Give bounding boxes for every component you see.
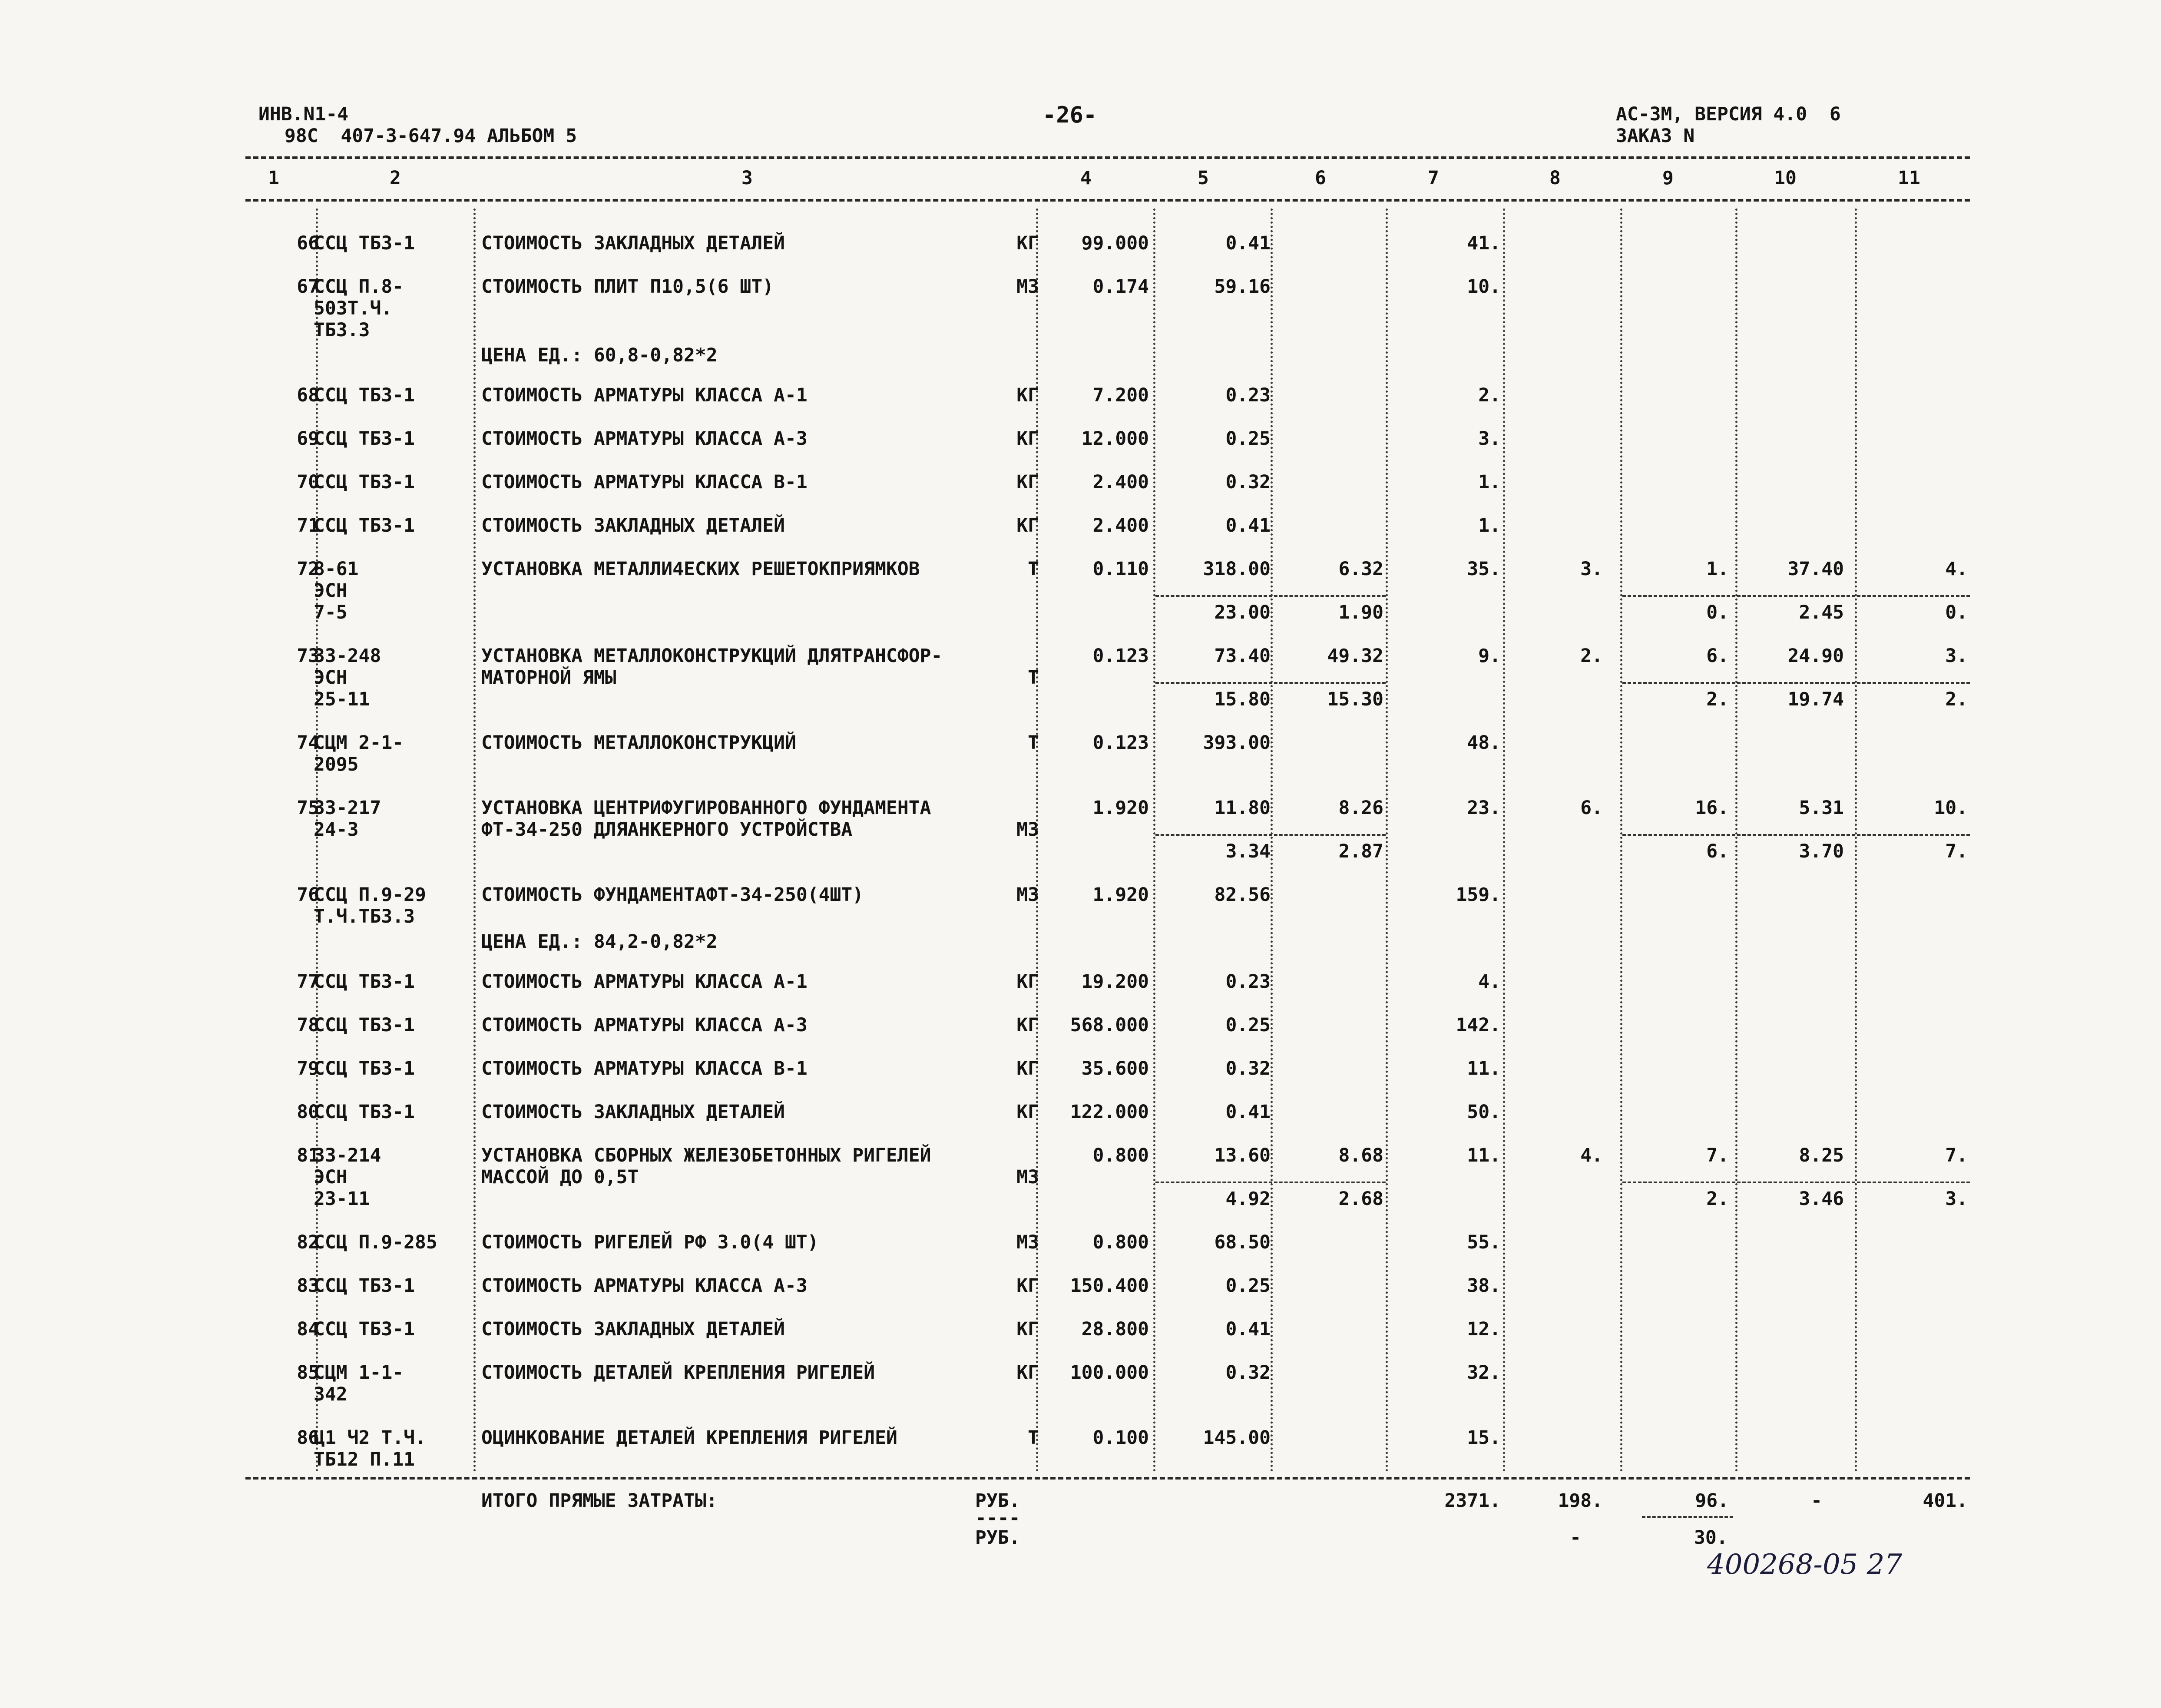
cell-sub-v5: 15.80 — [1214, 688, 1271, 710]
cell-v7: 10. — [1467, 276, 1501, 298]
cell-v4: 122.000 — [1070, 1101, 1149, 1123]
row-number: 75 — [297, 797, 319, 819]
cell-v4: 0.174 — [1092, 276, 1149, 298]
cell-v7: 4. — [1478, 971, 1501, 993]
row-description: СТОИМОСТЬ МЕТАЛЛОКОНСТРУКЦИЙ — [481, 732, 796, 754]
column-number: 7 — [1428, 167, 1439, 189]
row-code: 342 — [314, 1384, 347, 1405]
row-description: СТОИМОСТЬ АРМАТУРЫ КЛАССА А-1 — [481, 971, 807, 993]
cell-v5: 145.00 — [1203, 1427, 1271, 1449]
column-number: 10 — [1774, 167, 1797, 189]
cell-v11: 4. — [1945, 558, 1968, 580]
row-number: 86 — [297, 1427, 319, 1449]
row-number: 68 — [297, 384, 319, 406]
row-description: СТОИМОСТЬ РИГЕЛЕЙ РФ 3.0(4 ШТ) — [481, 1231, 819, 1253]
row-code: 23-11 — [314, 1188, 370, 1210]
sub-rule — [1155, 1182, 1386, 1183]
cell-v7: 3. — [1478, 428, 1501, 450]
column-number: 5 — [1198, 167, 1209, 189]
row-code: ССЦ ТБ3-1 — [314, 1101, 415, 1123]
row-code: ССЦ ТБ3-1 — [314, 1275, 415, 1297]
cell-v5: 0.23 — [1225, 384, 1271, 406]
cell-v7: 2. — [1478, 384, 1501, 406]
sub-rule — [1622, 1182, 1970, 1183]
row-code: СЦМ 1-1- — [314, 1362, 404, 1384]
cell-v8: 4. — [1580, 1145, 1603, 1166]
cell-v10: 37.40 — [1787, 558, 1844, 580]
row-code: 25-11 — [314, 688, 370, 710]
cell-v4: 28.800 — [1081, 1318, 1149, 1340]
cell-sub-v6: 15.30 — [1327, 688, 1383, 710]
row-code: 33-217 — [314, 797, 381, 819]
row-number: 71 — [297, 515, 319, 536]
row-code: ТБ3.3 — [314, 319, 370, 341]
row-number: 78 — [297, 1014, 319, 1036]
cell-v9: 6. — [1706, 645, 1729, 667]
row-price-note: ЦЕНА ЕД.: 84,2-0,82*2 — [481, 931, 718, 953]
cell-sub-v5: 23.00 — [1214, 602, 1271, 623]
row-description: УСТАНОВКА МЕТАЛЛИ4ЕСКИХ РЕШЕТОКПРИЯМКОВ — [481, 558, 920, 580]
row-code: 33-214 — [314, 1145, 381, 1166]
cell-v5: 0.25 — [1225, 1275, 1271, 1297]
cell-sub-v10: 19.74 — [1787, 688, 1844, 710]
row-unit: КГ — [1016, 1362, 1039, 1384]
sub-rule — [1622, 834, 1970, 836]
row-code: ЭСН — [314, 667, 347, 688]
row-code: 503Т.Ч. — [314, 298, 393, 319]
column-number: 4 — [1080, 167, 1092, 189]
row-unit: КГ — [1016, 1058, 1039, 1079]
cell-v11: 3. — [1945, 645, 1968, 667]
cell-v4: 12.000 — [1081, 428, 1149, 450]
page-number: -26- — [1042, 102, 1097, 128]
cell-v6: 8.68 — [1338, 1145, 1383, 1166]
row-unit: КГ — [1016, 471, 1039, 493]
row-code: 7-5 — [314, 602, 347, 623]
cell-v9: 7. — [1706, 1145, 1729, 1166]
handwritten-signature: 400268-05 27 — [1707, 1549, 1903, 1581]
row-number: 85 — [297, 1362, 319, 1384]
row-number: 76 — [297, 884, 319, 906]
cell-v7: 142. — [1456, 1014, 1501, 1036]
cell-v10: 5.31 — [1799, 797, 1844, 819]
cell-v7: 55. — [1467, 1231, 1501, 1253]
row-unit: М3 — [1016, 276, 1039, 298]
row-description: УСТАНОВКА СБОРНЫХ ЖЕЛЕЗОБЕТОННЫХ РИГЕЛЕЙ — [481, 1145, 931, 1166]
row-unit: КГ — [1016, 1275, 1039, 1297]
sub-rule — [1622, 682, 1970, 684]
cell-v11: 7. — [1945, 1145, 1968, 1166]
row-code: 33-248 — [314, 645, 381, 667]
cell-v6: 49.32 — [1327, 645, 1383, 667]
cell-v5: 0.41 — [1225, 232, 1271, 254]
row-description: СТОИМОСТЬ ЗАКЛАДНЫХ ДЕТАЛЕЙ — [481, 1318, 785, 1340]
row-description: МАТОРНОЙ ЯМЫ — [481, 667, 616, 688]
cell-v5: 0.25 — [1225, 1014, 1271, 1036]
cell-v5: 82.56 — [1214, 884, 1271, 906]
cell-v8: 3. — [1580, 558, 1603, 580]
row-unit: КГ — [1016, 384, 1039, 406]
cell-v4: 0.123 — [1092, 645, 1149, 667]
column-divider — [1503, 209, 1505, 1473]
cell-v7: 38. — [1467, 1275, 1501, 1297]
cell-v5: 13.60 — [1214, 1145, 1271, 1166]
row-description: СТОИМОСТЬ ЗАКЛАДНЫХ ДЕТАЛЕЙ — [481, 232, 785, 254]
header-top-rule — [245, 156, 1970, 159]
cell-v7: 15. — [1467, 1427, 1501, 1449]
row-code: ССЦ ТБ3-1 — [314, 1014, 415, 1036]
cell-v7: 23. — [1467, 797, 1501, 819]
cell-v6: 8.26 — [1338, 797, 1383, 819]
row-number: 82 — [297, 1231, 319, 1253]
total-sub-rule — [1642, 1516, 1733, 1518]
total-col11: 401. — [1923, 1490, 1968, 1512]
cell-v4: 0.110 — [1092, 558, 1149, 580]
header-bottom-rule — [245, 199, 1970, 202]
cell-sub-v10: 3.46 — [1799, 1188, 1844, 1210]
cell-sub-v9: 6. — [1706, 841, 1729, 862]
sub-rule — [1622, 595, 1970, 597]
column-divider — [1153, 209, 1155, 1473]
cell-v5: 0.32 — [1225, 1058, 1271, 1079]
row-number: 72 — [297, 558, 319, 580]
cell-v4: 35.600 — [1081, 1058, 1149, 1079]
row-unit: КГ — [1016, 515, 1039, 536]
row-description: ОЦИНКОВАНИЕ ДЕТАЛЕЙ КРЕПЛЕНИЯ РИГЕЛЕЙ — [481, 1427, 897, 1449]
row-number: 73 — [297, 645, 319, 667]
row-unit: КГ — [1016, 428, 1039, 450]
cell-sub-v5: 3.34 — [1225, 841, 1271, 862]
row-code: ССЦ П.8- — [314, 276, 404, 298]
row-description: УСТАНОВКА ЦЕНТРИФУГИРОВАННОГО ФУНДАМЕНТА — [481, 797, 931, 819]
row-description: СТОИМОСТЬ ЗАКЛАДНЫХ ДЕТАЛЕЙ — [481, 515, 785, 536]
column-number: 1 — [268, 167, 279, 189]
row-code: ССЦ ТБ3-1 — [314, 1318, 415, 1340]
cell-v9: 1. — [1706, 558, 1729, 580]
cell-v4: 0.800 — [1092, 1145, 1149, 1166]
row-number: 81 — [297, 1145, 319, 1166]
row-unit: М3 — [1016, 1166, 1039, 1188]
cell-v5: 393.00 — [1203, 732, 1271, 754]
row-code: ССЦ ТБ3-1 — [314, 515, 415, 536]
row-unit: М3 — [1016, 884, 1039, 906]
row-description: СТОИМОСТЬ АРМАТУРЫ КЛАССА В-1 — [481, 1058, 807, 1079]
column-number: 8 — [1549, 167, 1561, 189]
row-price-note: ЦЕНА ЕД.: 60,8-0,82*2 — [481, 344, 718, 366]
cell-v4: 150.400 — [1070, 1275, 1149, 1297]
row-description: СТОИМОСТЬ АРМАТУРЫ КЛАССА А-3 — [481, 1275, 807, 1297]
row-unit: КГ — [1016, 1318, 1039, 1340]
cell-v7: 1. — [1478, 471, 1501, 493]
cell-sub-v11: 7. — [1945, 841, 1968, 862]
row-description: СТОИМОСТЬ ФУНДАМЕНТАФТ-34-250(4ШТ) — [481, 884, 864, 906]
row-code: Т.Ч.ТБ3.3 — [314, 906, 415, 927]
cell-sub-v10: 2.45 — [1799, 602, 1844, 623]
cell-sub-v11: 3. — [1945, 1188, 1968, 1210]
total-col7: 2371. — [1444, 1490, 1501, 1512]
row-number: 77 — [297, 971, 319, 993]
row-unit: КГ — [1016, 232, 1039, 254]
row-unit: КГ — [1016, 971, 1039, 993]
cell-v5: 0.41 — [1225, 1318, 1271, 1340]
row-code: ЭСН — [314, 1166, 347, 1188]
row-code: ЭСН — [314, 580, 347, 602]
cell-v7: 159. — [1456, 884, 1501, 906]
row-description: СТОИМОСТЬ АРМАТУРЫ КЛАССА А-3 — [481, 428, 807, 450]
cell-v4: 1.920 — [1092, 884, 1149, 906]
cell-v7: 11. — [1467, 1058, 1501, 1079]
totals-unit-2: РУБ. — [975, 1527, 1020, 1549]
row-unit: КГ — [1016, 1101, 1039, 1123]
row-description: УСТАНОВКА МЕТАЛЛОКОНСТРУКЦИЙ ДЛЯТРАНСФОР- — [481, 645, 943, 667]
cell-v7: 48. — [1467, 732, 1501, 754]
cell-v5: 73.40 — [1214, 645, 1271, 667]
row-code: 8-61 — [314, 558, 359, 580]
row-code: ССЦ П.9-285 — [314, 1231, 437, 1253]
cell-v4: 2.400 — [1092, 471, 1149, 493]
row-code: ССЦ ТБ3-1 — [314, 232, 415, 254]
cell-sub-v9: 2. — [1706, 688, 1729, 710]
total-col10: - — [1811, 1490, 1822, 1512]
row-unit: М3 — [1016, 1231, 1039, 1253]
row-description: СТОИМОСТЬ АРМАТУРЫ КЛАССА А-1 — [481, 384, 807, 406]
cell-v7: 11. — [1467, 1145, 1501, 1166]
cell-v4: 19.200 — [1081, 971, 1149, 993]
row-description: СТОИМОСТЬ ПЛИТ П10,5(6 ШТ) — [481, 276, 774, 298]
cell-sub-v11: 0. — [1945, 602, 1968, 623]
row-number: 80 — [297, 1101, 319, 1123]
cell-v8: 6. — [1580, 797, 1603, 819]
row-unit: Т — [1028, 558, 1039, 580]
row-code: 24-3 — [314, 819, 359, 841]
cell-v4: 0.100 — [1092, 1427, 1149, 1449]
cell-v4: 99.000 — [1081, 232, 1149, 254]
column-number: 6 — [1315, 167, 1326, 189]
row-number: 70 — [297, 471, 319, 493]
row-code: СЦМ 2-1- — [314, 732, 404, 754]
row-code: ССЦ ТБ3-1 — [314, 428, 415, 450]
row-number: 83 — [297, 1275, 319, 1297]
cell-v5: 0.32 — [1225, 471, 1271, 493]
total-col8-sub: - — [1570, 1527, 1581, 1549]
cell-v7: 1. — [1478, 515, 1501, 536]
row-unit: Т — [1028, 732, 1039, 754]
row-code: ССЦ ТБ3-1 — [314, 971, 415, 993]
row-code: ТБ12 П.11 — [314, 1449, 415, 1470]
cell-v5: 0.32 — [1225, 1362, 1271, 1384]
totals-dash: ---- — [975, 1507, 1020, 1529]
cell-v8: 2. — [1580, 645, 1603, 667]
inventory-number: ИНВ.N1-4 — [258, 103, 349, 125]
cell-v7: 41. — [1467, 232, 1501, 254]
cell-sub-v9: 0. — [1706, 602, 1729, 623]
row-code: ССЦ ТБ3-1 — [314, 1058, 415, 1079]
row-description: СТОИМОСТЬ ДЕТАЛЕЙ КРЕПЛЕНИЯ РИГЕЛЕЙ — [481, 1362, 875, 1384]
total-col8: 198. — [1558, 1490, 1603, 1512]
cell-v4: 1.920 — [1092, 797, 1149, 819]
row-number: 66 — [297, 232, 319, 254]
cell-v4: 2.400 — [1092, 515, 1149, 536]
cell-v7: 12. — [1467, 1318, 1501, 1340]
sub-rule — [1155, 595, 1386, 597]
cell-sub-v9: 2. — [1706, 1188, 1729, 1210]
row-code: ССЦ ТБ3-1 — [314, 471, 415, 493]
totals-unit: РУБ. — [975, 1490, 1020, 1512]
cell-v4: 0.123 — [1092, 732, 1149, 754]
row-code: Ц1 Ч2 Т.Ч. — [314, 1427, 426, 1449]
cell-v5: 0.41 — [1225, 1101, 1271, 1123]
cell-v4: 7.200 — [1092, 384, 1149, 406]
column-divider — [473, 209, 476, 1473]
cell-v4: 100.000 — [1070, 1362, 1149, 1384]
cell-v6: 6.32 — [1338, 558, 1383, 580]
cell-v5: 0.41 — [1225, 515, 1271, 536]
totals-label: ИТОГО ПРЯМЫЕ ЗАТРАТЫ: — [481, 1490, 718, 1512]
cell-v5: 0.25 — [1225, 428, 1271, 450]
cell-v7: 50. — [1467, 1101, 1501, 1123]
cell-sub-v6: 1.90 — [1338, 602, 1383, 623]
cell-v4: 0.800 — [1092, 1231, 1149, 1253]
row-description: СТОИМОСТЬ АРМАТУРЫ КЛАССА А-3 — [481, 1014, 807, 1036]
cell-sub-v6: 2.87 — [1338, 841, 1383, 862]
row-number: 69 — [297, 428, 319, 450]
cell-v9: 16. — [1695, 797, 1729, 819]
cell-v7: 35. — [1467, 558, 1501, 580]
cell-v5: 0.23 — [1225, 971, 1271, 993]
column-number: 3 — [741, 167, 753, 189]
cell-v5: 318.00 — [1203, 558, 1271, 580]
total-col9-sub: 30. — [1694, 1527, 1728, 1549]
cell-v5: 68.50 — [1214, 1231, 1271, 1253]
row-number: 67 — [297, 276, 319, 298]
row-unit: КГ — [1016, 1014, 1039, 1036]
document-code: 98С 407-3-647.94 АЛЬБОМ 5 — [285, 125, 577, 147]
cell-v7: 32. — [1467, 1362, 1501, 1384]
row-description: ФТ-34-250 ДЛЯАНКЕРНОГО УСТРОЙСТВА — [481, 819, 853, 841]
row-number: 74 — [297, 732, 319, 754]
cell-v10: 8.25 — [1799, 1145, 1844, 1166]
cell-v5: 11.80 — [1214, 797, 1271, 819]
totals-rule — [245, 1477, 1970, 1480]
cell-sub-v5: 4.92 — [1225, 1188, 1271, 1210]
column-number: 11 — [1898, 167, 1920, 189]
sub-rule — [1155, 682, 1386, 684]
row-unit: Т — [1028, 667, 1039, 688]
row-description: МАССОЙ ДО 0,5Т — [481, 1166, 639, 1188]
cell-sub-v11: 2. — [1945, 688, 1968, 710]
row-unit: Т — [1028, 1427, 1039, 1449]
row-code: ССЦ П.9-29 — [314, 884, 426, 906]
row-description: СТОИМОСТЬ АРМАТУРЫ КЛАССА В-1 — [481, 471, 807, 493]
cell-v5: 59.16 — [1214, 276, 1271, 298]
cell-v10: 24.90 — [1787, 645, 1844, 667]
column-number: 9 — [1662, 167, 1674, 189]
program-version: АС-3М, ВЕРСИЯ 4.0 6 — [1616, 103, 1841, 125]
cell-v11: 10. — [1934, 797, 1968, 819]
row-unit: М3 — [1016, 819, 1039, 841]
row-code: 2095 — [314, 754, 359, 775]
cell-sub-v6: 2.68 — [1338, 1188, 1383, 1210]
order-number: ЗАКАЗ N — [1616, 125, 1695, 147]
row-number: 79 — [297, 1058, 319, 1079]
cell-v4: 568.000 — [1070, 1014, 1149, 1036]
column-number: 2 — [390, 167, 401, 189]
cell-v7: 9. — [1478, 645, 1501, 667]
total-col9: 96. — [1695, 1490, 1729, 1512]
row-number: 84 — [297, 1318, 319, 1340]
row-code: ССЦ ТБ3-1 — [314, 384, 415, 406]
cell-sub-v10: 3.70 — [1799, 841, 1844, 862]
row-description: СТОИМОСТЬ ЗАКЛАДНЫХ ДЕТАЛЕЙ — [481, 1101, 785, 1123]
sub-rule — [1155, 834, 1386, 836]
